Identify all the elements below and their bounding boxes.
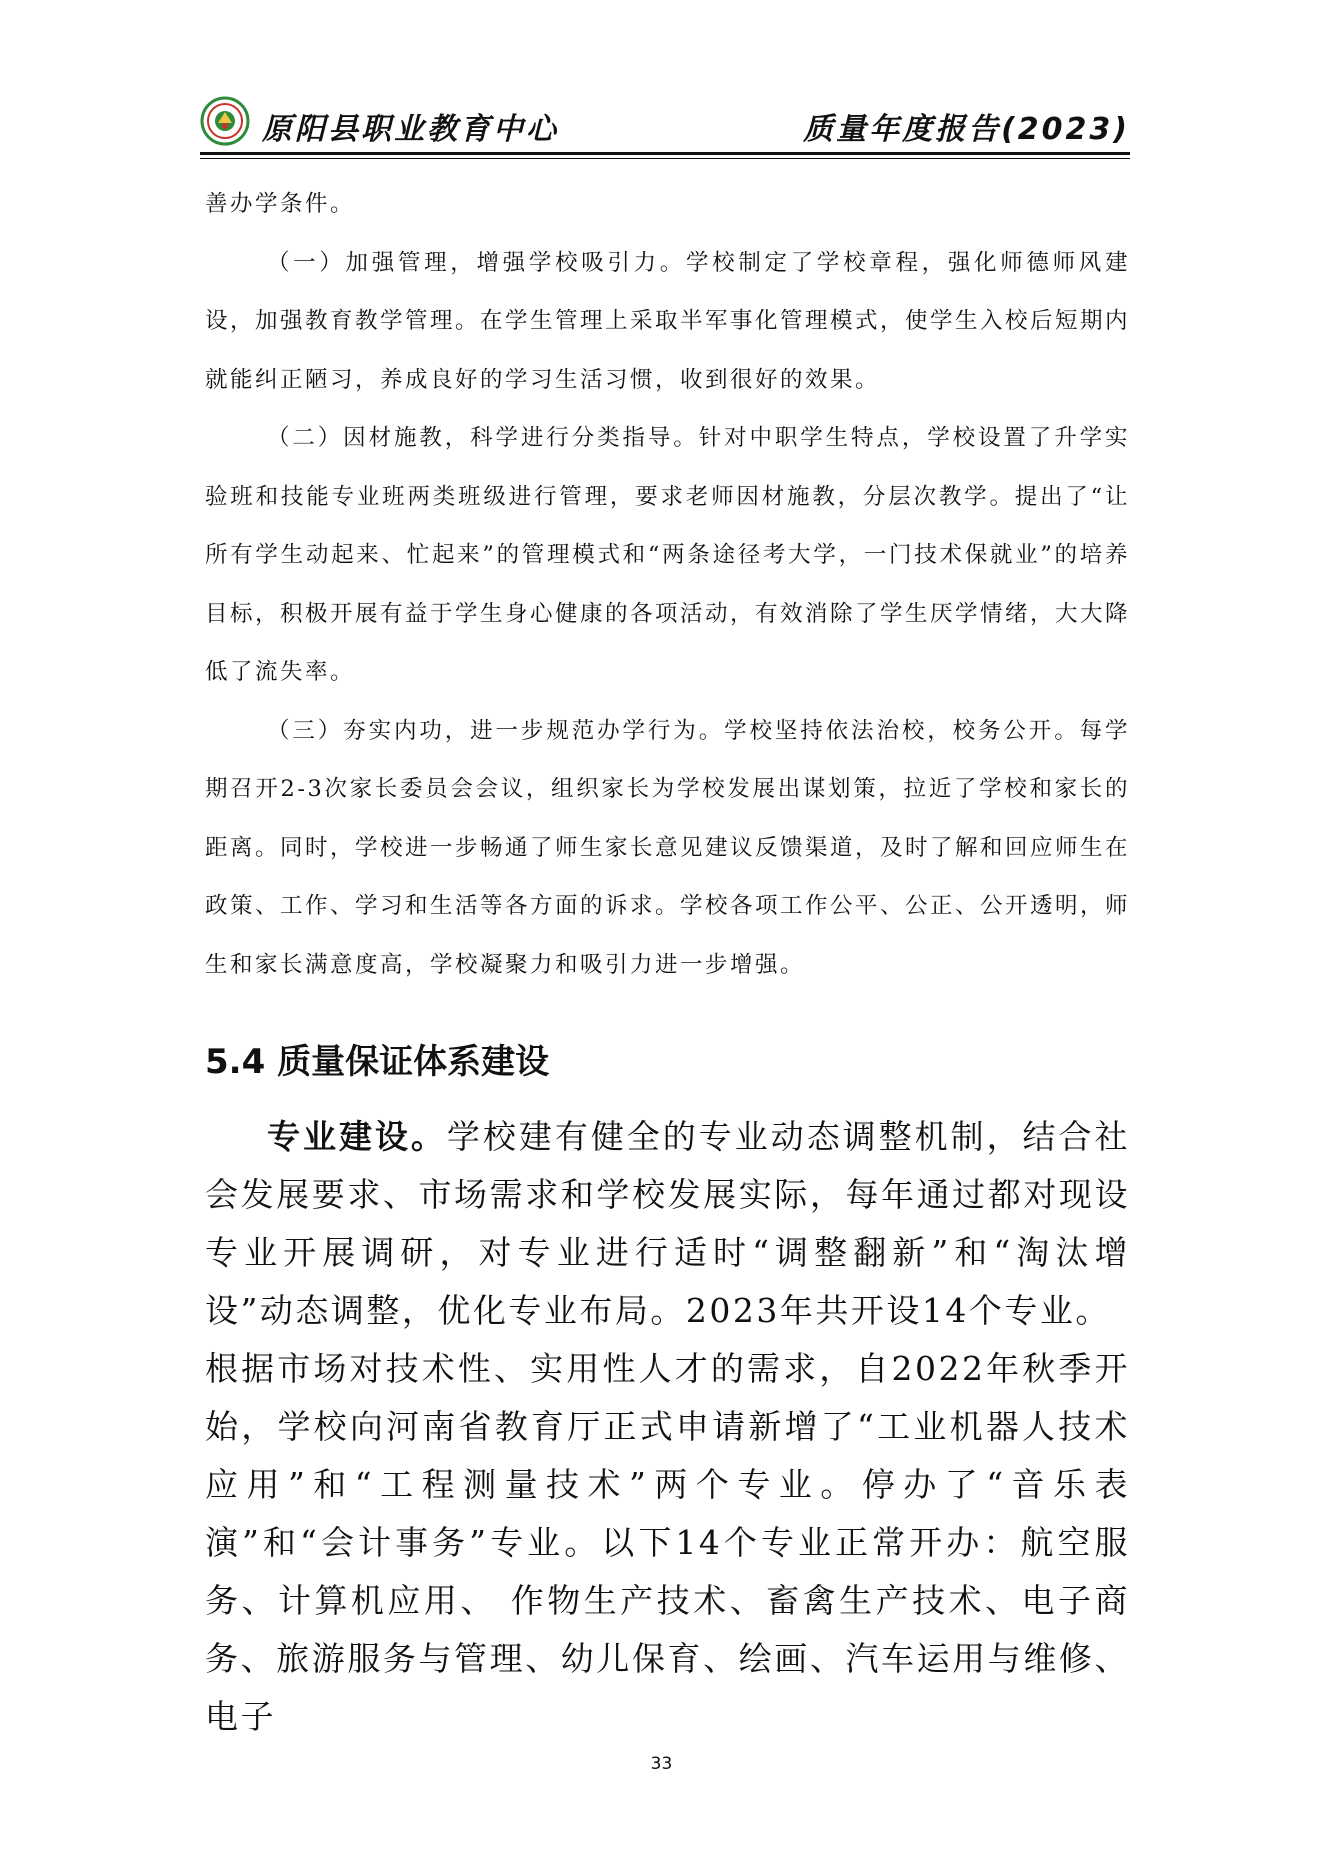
report-title: 质量年度报告(2023) <box>803 112 1130 147</box>
paragraph-new-majors: 根据市场对技术性、实用性人才的需求，自2022年秋季开始，学校向河南省教育厅正式申请新增了“工业机器人技术应用”和“工程测量技术”两个专业。停办了“音乐表演”和“会计事务”专业。以下14个专业正常开办：航空服务、计算机应用、 作物生产技术、畜禽生产技术、电子商务、旅游服务与管理、幼儿保育、绘画、汽车运用与维修、电子 <box>205 1349 1130 1736</box>
page-header <box>200 92 1130 150</box>
paragraph-management: （一）加强管理，增强学校吸引力。学校制定了学校章程，强化师德师风建设，加强教育教学管理。在学生管理上采取半军事化管理模式，使学生入校后短期内就能纠正陋习，养成良好的学习生活习惯，收到很好的效果。 <box>205 249 1131 393</box>
paragraph-major-building <box>205 1108 1130 1340</box>
paragraph-conduct: （三）夯实内功，进一步规范办学行为。学校坚持依法治校，校务公开。每学期召开2-3次家长委员会会议，组织家长为学校发展出谋划策，拉近了学校和家长的距离。同时，学校进一步畅通了师生家长意见建议反馈渠道，及时了解和回应师生在政策、工作、学习和生活等各方面的诉求。学校各项工作公平、公正、公开透明，师生和家长满意度高，学校凝聚力和吸引力进一步增强。 <box>205 717 1131 978</box>
header-rule-thick <box>200 152 1130 155</box>
page-number: 33 <box>650 1754 673 1774</box>
paragraph-major-building-text: 学校建有健全的专业动态调整机制，结合社会发展要求、市场需求和学校发展实际，每年通过都对现设专业开展调研，对专业进行适时“调整翻新”和“淘汰增设”动态调整，优化专业布局。2023年共开设14个专业。 <box>205 1117 1131 1330</box>
paragraph-lead: 专业建设。 <box>267 1117 447 1156</box>
page-content <box>205 175 1130 1746</box>
school-emblem-icon <box>200 96 250 146</box>
paragraph-teaching: （二）因材施教，科学进行分类指导。针对中职学生特点，学校设置了升学实验班和技能专业班两类班级进行管理，要求老师因材施教，分层次教学。提出了“让所有学生动起来、忙起来”的管理模式和“两条途径考大学，一门技术保就业”的培养目标，积极开展有益于学生身心健康的各项活动，有效消除了学生厌学情绪，大大降低了流失率。 <box>205 425 1131 685</box>
continuation-text: 善办学条件。 <box>205 191 356 217</box>
school-name: 原阳县职业教育中心 <box>262 112 559 147</box>
header-rule-thin <box>200 158 1130 159</box>
section-heading: 5.4 质量保证体系建设 <box>205 1042 550 1082</box>
